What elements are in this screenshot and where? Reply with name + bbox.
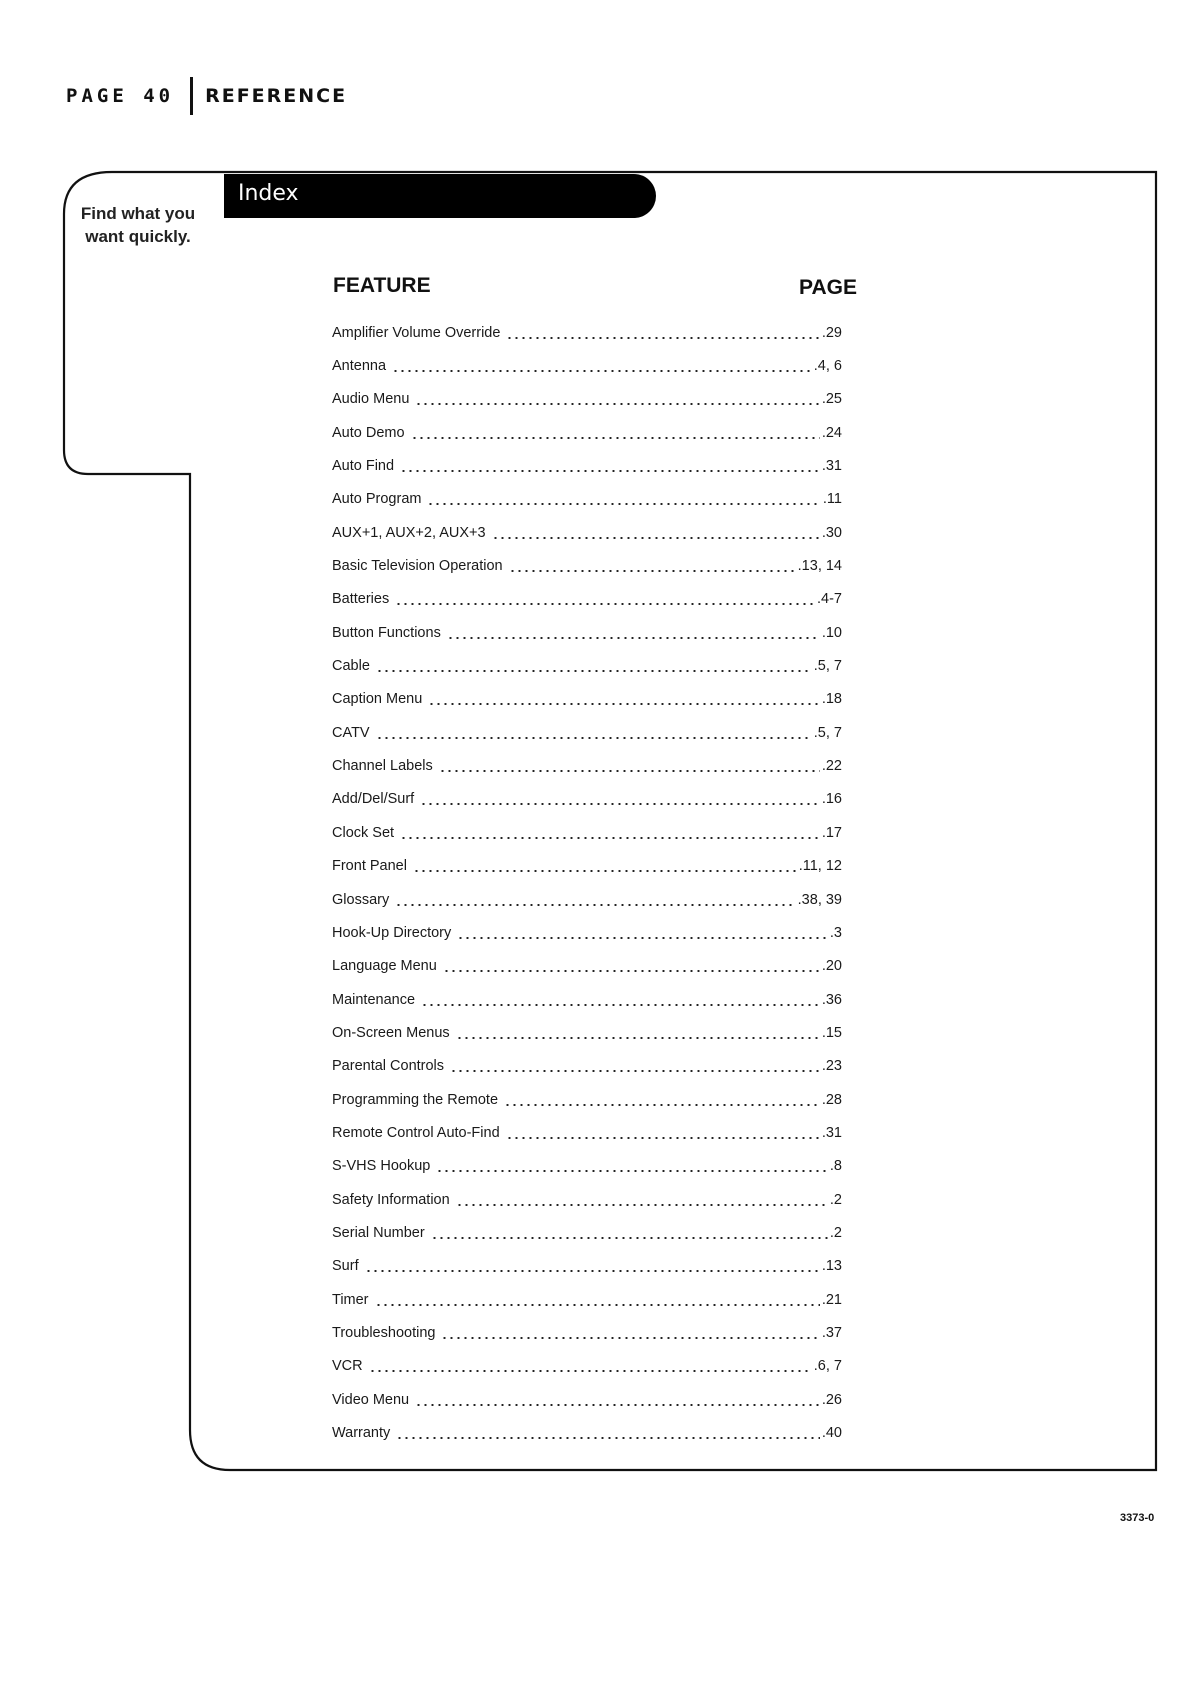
feature-column-heading: FEATURE: [333, 274, 431, 297]
entry-page: .4-7: [817, 591, 842, 608]
entry-feature: Amplifier Volume Override: [332, 324, 501, 341]
dot-leader: [400, 470, 820, 472]
entry-page: .13: [821, 1258, 842, 1275]
dot-leader: [492, 537, 820, 539]
index-entry: [332, 483, 842, 516]
entry-feature: Channel Labels: [332, 758, 433, 775]
dot-leader: [443, 970, 820, 972]
entry-feature: Auto Program: [332, 491, 422, 508]
entry-page: .2: [829, 1224, 842, 1241]
sidebar-tagline: Find what you want quickly.: [80, 204, 196, 246]
index-entry: [332, 850, 842, 883]
index-entry: [332, 916, 842, 949]
entry-page: .10: [821, 624, 842, 641]
dot-leader: [456, 1037, 820, 1039]
index-title: Index: [238, 181, 299, 206]
entry-feature: Auto Find: [332, 458, 395, 475]
dot-leader: [504, 1104, 820, 1106]
entry-feature: Language Menu: [332, 958, 437, 975]
entry-page: .20: [821, 958, 842, 975]
index-entry: [332, 1350, 842, 1383]
entry-feature: Antenna: [332, 358, 387, 375]
entry-page: .11: [822, 491, 842, 508]
entry-page: .4, 6: [813, 358, 842, 375]
index-entry: [332, 1383, 842, 1416]
dot-leader: [457, 937, 828, 939]
dot-leader: [411, 437, 820, 439]
dot-leader: [376, 737, 812, 739]
index-entry: [332, 616, 842, 649]
entry-feature: Serial Number: [332, 1224, 425, 1241]
entry-feature: Front Panel: [332, 858, 407, 875]
entry-feature: Glossary: [332, 891, 390, 908]
index-entry: [332, 816, 842, 849]
entry-page: .3: [829, 924, 842, 941]
dot-leader: [427, 503, 820, 505]
entry-feature: VCR: [332, 1358, 363, 1375]
index-entry: [332, 316, 842, 349]
entry-feature: Basic Television Operation: [332, 558, 503, 575]
dot-leader: [376, 670, 812, 672]
index-entry: [332, 1416, 842, 1449]
entry-feature: Add/Del/Surf: [332, 791, 415, 808]
entry-page: .25: [821, 391, 842, 408]
dot-leader: [395, 904, 795, 906]
entry-page: .40: [821, 1425, 842, 1442]
section-title: REFERENCE: [205, 85, 348, 107]
index-list: [332, 316, 842, 1450]
dot-leader: [420, 803, 820, 805]
index-entry: [332, 416, 842, 449]
entry-feature: Clock Set: [332, 824, 395, 841]
index-entry: [332, 1250, 842, 1283]
entry-feature: Auto Demo: [332, 424, 405, 441]
entry-feature: Maintenance: [332, 991, 416, 1008]
entry-page: .31: [821, 1124, 842, 1141]
index-entry: [332, 1083, 842, 1116]
dot-leader: [506, 337, 819, 339]
entry-feature: Button Functions: [332, 624, 441, 641]
entry-page: .13, 14: [797, 558, 842, 575]
entry-feature: Caption Menu: [332, 691, 423, 708]
index-entry: [332, 1150, 842, 1183]
entry-feature: Programming the Remote: [332, 1091, 499, 1108]
entry-feature: AUX+1, AUX+2, AUX+3: [332, 524, 486, 541]
entry-feature: Surf: [332, 1258, 359, 1275]
entry-page: .21: [821, 1291, 842, 1308]
entry-page: .2: [829, 1191, 842, 1208]
page-column-heading: PAGE: [799, 276, 857, 299]
index-entry: [332, 649, 842, 682]
entry-feature: Audio Menu: [332, 391, 410, 408]
dot-leader: [396, 1437, 820, 1439]
entry-feature: Remote Control Auto-Find: [332, 1124, 500, 1141]
entry-page: .31: [821, 458, 842, 475]
index-entry: [332, 549, 842, 582]
dot-leader: [395, 603, 815, 605]
entry-feature: CATV: [332, 724, 370, 741]
entry-feature: Troubleshooting: [332, 1324, 436, 1341]
entry-page: .5, 7: [813, 658, 842, 675]
entry-page: .5, 7: [813, 724, 842, 741]
entry-page: .37: [821, 1324, 842, 1341]
dot-leader: [369, 1370, 812, 1372]
entry-feature: Hook-Up Directory: [332, 924, 452, 941]
index-entry: [332, 683, 842, 716]
index-entry: [332, 983, 842, 1016]
dot-leader: [450, 1070, 820, 1072]
entry-page: .6, 7: [813, 1358, 842, 1375]
index-entry: [332, 883, 842, 916]
dot-leader: [392, 370, 812, 372]
dot-leader: [365, 1270, 820, 1272]
index-entry: [332, 1016, 842, 1049]
index-entry: [332, 349, 842, 382]
index-entry: [332, 1216, 842, 1249]
entry-feature: Parental Controls: [332, 1058, 445, 1075]
index-entry: [332, 783, 842, 816]
entry-feature: Batteries: [332, 591, 390, 608]
entry-page: .15: [821, 1024, 842, 1041]
entry-page: .16: [821, 791, 842, 808]
dot-leader: [431, 1237, 828, 1239]
index-entry: [332, 950, 842, 983]
dot-leader: [506, 1137, 820, 1139]
dot-leader: [415, 403, 819, 405]
index-entry: [332, 516, 842, 549]
dot-leader: [413, 870, 797, 872]
entry-page: .11, 12: [798, 858, 842, 875]
entry-page: .24: [821, 424, 842, 441]
index-entry: [332, 1050, 842, 1083]
entry-page: .23: [821, 1058, 842, 1075]
dot-leader: [375, 1304, 820, 1306]
index-entry: [332, 449, 842, 482]
dot-leader: [439, 770, 820, 772]
entry-page: .29: [821, 324, 842, 341]
dot-leader: [509, 570, 796, 572]
dot-leader: [436, 1170, 828, 1172]
index-entry: [332, 749, 842, 782]
dot-leader: [456, 1204, 828, 1206]
entry-page: .36: [821, 991, 842, 1008]
index-entry: [332, 583, 842, 616]
dot-leader: [428, 703, 820, 705]
index-entry: [332, 383, 842, 416]
dot-leader: [441, 1337, 819, 1339]
entry-feature: Video Menu: [332, 1391, 410, 1408]
index-entry: [332, 1116, 842, 1149]
entry-page: .30: [821, 524, 842, 541]
index-entry: [332, 1183, 842, 1216]
entry-feature: Cable: [332, 658, 370, 675]
entry-feature: Timer: [332, 1291, 369, 1308]
index-entry: [332, 716, 842, 749]
dot-leader: [400, 837, 820, 839]
dot-leader: [421, 1004, 820, 1006]
entry-page: .18: [821, 691, 842, 708]
entry-feature: S-VHS Hookup: [332, 1158, 431, 1175]
document-number: 3373-0: [1120, 1512, 1155, 1524]
entry-page: .8: [829, 1158, 842, 1175]
entry-page: .22: [821, 758, 842, 775]
entry-feature: Safety Information: [332, 1191, 450, 1208]
index-entry: [332, 1316, 842, 1349]
entry-page: .17: [821, 824, 842, 841]
entry-page: .28: [821, 1091, 842, 1108]
index-entry: [332, 1283, 842, 1316]
entry-page: .26: [821, 1391, 842, 1408]
entry-page: .38, 39: [797, 891, 842, 908]
page-number-label: PAGE 40: [66, 85, 175, 107]
entry-feature: Warranty: [332, 1425, 391, 1442]
dot-leader: [415, 1404, 820, 1406]
dot-leader: [447, 637, 820, 639]
entry-feature: On-Screen Menus: [332, 1024, 450, 1041]
